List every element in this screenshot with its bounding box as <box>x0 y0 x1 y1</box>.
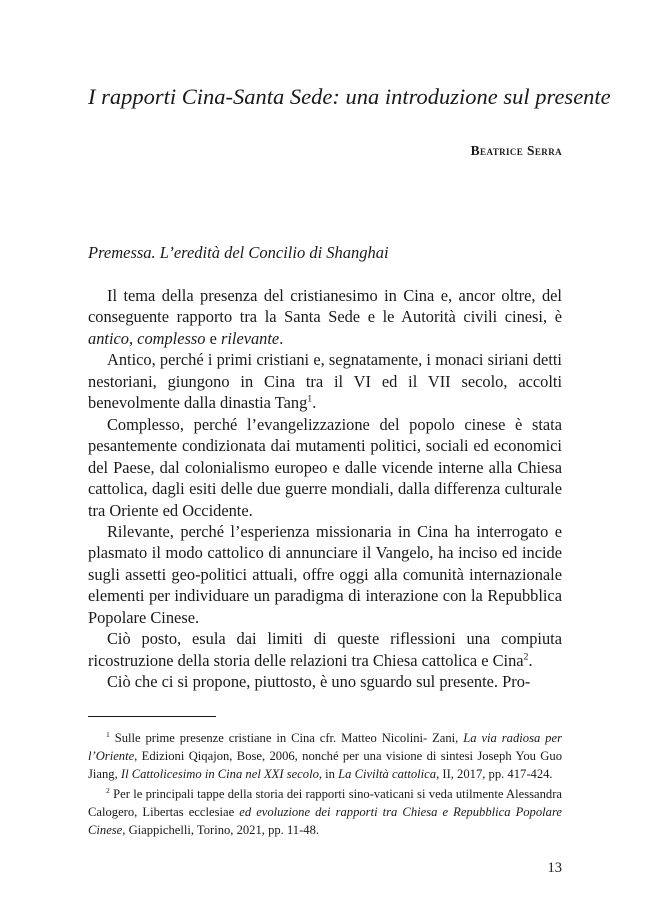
section-heading: Premessa. L’eredità del Concilio di Shanghai <box>88 243 389 262</box>
footnote-1-text: Sulle prime presenze cristiane in Cina cfr. Matteo Nicolini- Zani, <box>114 731 464 745</box>
footnotes <box>88 729 562 841</box>
paragraph-3: Complesso, perché l’evangelizzazione del popolo cinese è stata pesantemente condizionata dai mutamenti politici, sociali ed economici del Paese, dal colonialismo europeo e dalle vicende interne alla Chiesa cattolica, dagli esiti delle due guerre mondiali, dalla differenza culturale tra Oriente ed Occidente. <box>88 414 562 520</box>
body-text <box>88 285 562 693</box>
author-name: Beatrice Serra <box>470 143 562 158</box>
paragraph-5-text: Ciò posto, esula dai limiti di queste riflessioni una compiuta ricostruzione della storia delle relazioni tra Chiesa cattolica e Cina <box>88 629 562 670</box>
footnote-1 <box>88 729 562 783</box>
paragraph-1-emphasis-antico: antico <box>88 328 129 348</box>
paragraph-2-text: . <box>312 393 317 413</box>
paragraph-2 <box>88 349 562 413</box>
paragraph-6: Ciò che ci si propone, piuttosto, è uno sguardo sul presente. Pro- <box>107 672 531 692</box>
footnote-ref-1[interactable]: 1 <box>307 393 313 405</box>
footnote-1-journal: La Civiltà cattolica <box>338 767 437 781</box>
paragraph-1-text: Il tema della presenza del cristianesimo in Cina e, ancor oltre, del conseguente rapporto tra la Santa Sede e le Autorità civili cinesi, è <box>88 286 562 327</box>
page-number: 13 <box>547 860 562 876</box>
footnote-divider <box>88 716 216 717</box>
paragraph-4: Rilevante, perché l’esperienza missionaria in Cina ha interrogato e plasmato il modo cattolico di annunciare il Vangelo, ha inciso ed incide sugli assetti geo-politici attuali, offre oggi alla comunità internazionale elementi per individuare un paradigma di interazione con la Repubblica Popolare Cinese. <box>88 521 562 627</box>
footnote-1-text: , Edizioni Qiqajon, Bose, 2006, nonché per una visione di sintesi Joseph You Guo Jiang, <box>88 749 562 781</box>
paragraph-5 <box>88 628 562 671</box>
footnote-number: 2 <box>106 785 110 795</box>
paragraph-1-text: , <box>128 328 138 348</box>
paragraph-1-emphasis-rilevante: rilevante <box>220 328 280 348</box>
paragraph-1 <box>88 285 562 349</box>
footnote-2-text: , Giappichelli, Torino, 2021, pp. 11-48. <box>122 823 320 837</box>
footnote-2 <box>88 785 562 839</box>
paragraph-1-emphasis-complesso: complesso <box>137 328 206 348</box>
footnote-1-title: La via radiosa per l’Oriente <box>88 731 562 763</box>
chapter-title: I rapporti Cina-Santa Sede: una introduzione sul presente <box>88 84 611 109</box>
footnote-1-title: Il Cattolicesimo in Cina nel XXI secolo <box>120 767 319 781</box>
paragraph-5-text: . <box>528 650 533 670</box>
footnote-2-text: Per le principali tappe della storia dei rapporti sino-vaticani si veda utilmente Alessandra Calogero, Libertas ecclesiae <box>88 787 562 819</box>
paragraph-1-text: e <box>205 328 221 348</box>
footnote-ref-2[interactable]: 2 <box>523 651 529 663</box>
paragraph-1-text: . <box>279 328 284 348</box>
paragraph-2-text: Antico, perché i primi cristiani e, segnatamente, i monaci siriani detti nestoriani, giungono in Cina tra il VI ed il VII secolo, accolti benevolmente dalla dinastia Tang <box>88 350 562 413</box>
footnote-number: 1 <box>106 729 110 739</box>
footnote-2-title: ed evoluzione dei rapporti tra Chiesa e Repubblica Popolare Cinese <box>88 805 562 837</box>
footnote-1-text: , II, 2017, pp. 417-424. <box>436 767 553 781</box>
footnote-1-text: , in <box>318 767 339 781</box>
